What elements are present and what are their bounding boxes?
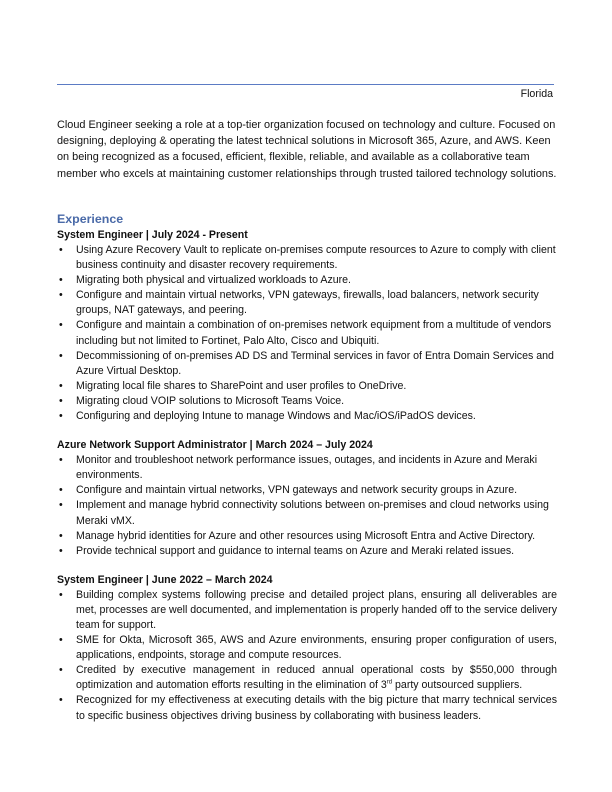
bullet-icon: • — [59, 410, 63, 423]
job-entry — [57, 573, 557, 724]
bullet-icon: • — [59, 694, 63, 707]
ordinal-suffix: rd — [386, 679, 393, 686]
bullet-icon: • — [59, 484, 63, 497]
section-heading-experience: Experience — [57, 212, 124, 226]
list-item: • Using Azure Recovery Vault to replicate on-premises compute resources to Azure to comply with client business continuity and disaster recovery requirements. — [59, 244, 556, 272]
header-rule — [57, 84, 554, 85]
job-bullets — [57, 588, 557, 724]
list-item: • Implement and manage hybrid connectivity solutions between on-premises and cloud networks using Meraki vMX. — [59, 499, 549, 527]
list-item: • Configuring and deploying Intune to manage Windows and Mac/iOS/iPadOS devices. — [57, 409, 557, 424]
list-item: • Migrating local file shares to SharePoint and user profiles to OneDrive. — [57, 379, 557, 394]
bullet-icon: • — [59, 664, 63, 677]
bullet-icon: • — [59, 529, 63, 542]
bullet-icon: • — [59, 634, 63, 647]
list-item: • Building complex systems following precise and detailed project plans, ensuring all deliverables are met, processes are well documented, and implementation is properly handed off to the service delivery team for support. — [59, 588, 557, 631]
bullet-icon: • — [59, 544, 63, 557]
list-item: • Monitor and troubleshoot network performance issues, outages, and incidents in Azure and Meraki environments. — [59, 454, 538, 482]
list-item: • Decommissioning of on-premises AD DS and Terminal services in favor of Entra Domain Services and Azure Virtual Desktop. — [59, 349, 554, 377]
job-bullets — [57, 453, 557, 559]
list-item: • Credited by executive management in reduced annual operational costs by $550,000 through optimization and automation efforts resulting in the elimination of 3rd party outsourced suppliers. — [59, 664, 557, 692]
bullet-icon: • — [59, 244, 63, 256]
list-item: • Manage hybrid identities for Azure and other resources using Microsoft Entra and Active Directory. — [57, 529, 557, 544]
job-entry — [57, 438, 557, 559]
list-item: • Configure and maintain virtual networks, VPN gateways and network security groups in Azure. — [57, 483, 557, 498]
job-bullets — [57, 243, 557, 424]
job-entry — [57, 228, 557, 424]
list-item: • Migrating cloud VOIP solutions to Microsoft Teams Voice. — [57, 394, 557, 409]
bullet-icon: • — [59, 454, 63, 467]
bullet-icon: • — [59, 349, 63, 362]
summary-paragraph: Cloud Engineer seeking a role at a top-tier organization focused on technology and culture. Focused on designing, deploying & operating the latest technical solutions in Microsoft 365, Azure, and AWS. Keen on being recognized as a focused, efficient, flexible, reliable, and available as a collaborative team member who excels at maintaining customer relationships through trusted tailored technology solutions. — [57, 119, 557, 180]
bullet-icon: • — [59, 289, 63, 302]
experience-section — [57, 211, 557, 738]
list-item: • Migrating both physical and virtualized workloads to Azure. — [57, 273, 557, 288]
list-item: • SME for Okta, Microsoft 365, AWS and Azure environments, ensuring proper configuration of users, applications, endpoints, storage and compute resources. — [59, 634, 557, 662]
bullet-icon: • — [59, 319, 63, 332]
bullet-icon: • — [59, 394, 63, 407]
bullet-icon: • — [59, 379, 63, 392]
list-item: • Recognized for my effectiveness at executing details with the big picture that marry technical services to specific business objectives driving business by collaborating with business leaders. — [59, 694, 557, 722]
location: Florida — [520, 88, 553, 100]
job-title: Azure Network Support Administrator | March 2024 – July 2024 — [57, 439, 373, 452]
job-title: System Engineer | July 2024 - Present — [57, 229, 248, 241]
bullet-icon: • — [59, 274, 63, 287]
job-title: System Engineer | June 2022 – March 2024 — [57, 573, 273, 586]
bullet-icon: • — [59, 499, 63, 512]
list-item: • Configure and maintain virtual networks, VPN gateways, firewalls, load balancers, network security groups, NAT gateways, and peering. — [59, 289, 539, 317]
list-item: • Configure and maintain a combination of on-premises network equipment from a multitude of vendors including but not limited to Fortinet, Palo Alto, Cisco and Ubiquiti. — [59, 319, 552, 347]
bullet-icon: • — [59, 588, 63, 601]
list-item: • Provide technical support and guidance to internal teams on Azure and Meraki related issues. — [57, 544, 557, 559]
